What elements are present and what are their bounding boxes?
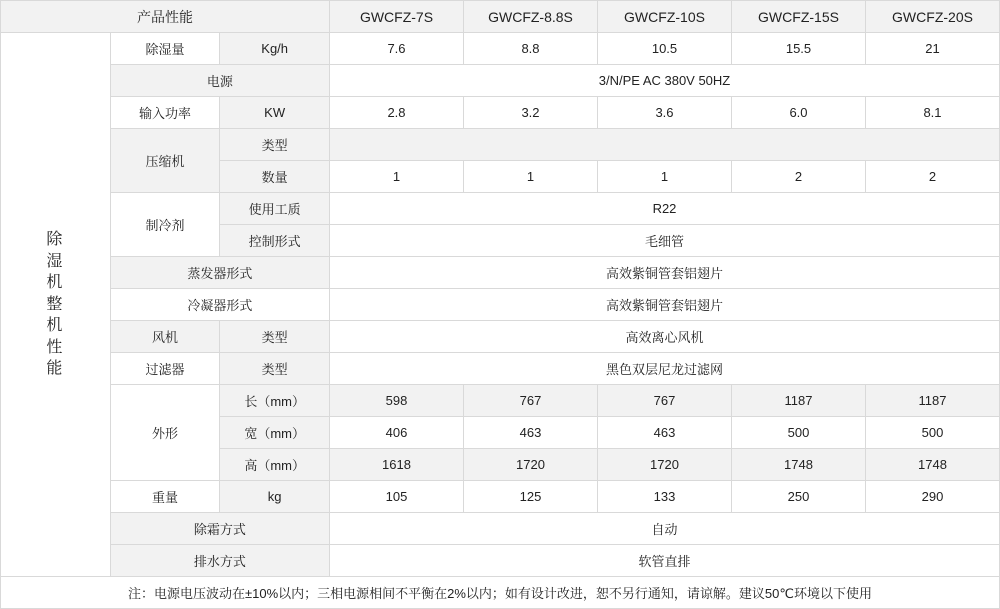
row-label-input-power: 输入功率 — [110, 97, 220, 129]
row-sublabel-height: 高（mm） — [220, 449, 330, 481]
row-label-evaporator: 蒸发器形式 — [110, 257, 329, 289]
cell-fan-value: 高效离心风机 — [330, 321, 1000, 353]
row-sublabel-fan-type: 类型 — [220, 321, 330, 353]
cell-height-4: 1748 — [732, 449, 866, 481]
header-model-1: GWCFZ-7S — [330, 1, 464, 33]
row-sublabel-refrigerant-control: 控制形式 — [220, 225, 330, 257]
cell-input-power-1: 2.8 — [330, 97, 464, 129]
row-unit-input-power: KW — [220, 97, 330, 129]
cell-evaporator-value: 高效紫铜管套铝翅片 — [330, 257, 1000, 289]
header-model-5: GWCFZ-20S — [866, 1, 1000, 33]
row-sublabel-refrigerant-medium: 使用工质 — [220, 193, 330, 225]
header-model-2: GWCFZ-8.8S — [464, 1, 598, 33]
cell-length-1: 598 — [330, 385, 464, 417]
table-row-input-power — [1, 97, 1000, 129]
row-sublabel-length: 长（mm） — [220, 385, 330, 417]
cell-compressor-qty-1: 1 — [330, 161, 464, 193]
cell-dehumidify-2: 8.8 — [464, 33, 598, 65]
row-label-compressor: 压缩机 — [110, 129, 220, 193]
row-label-dehumidify: 除湿量 — [110, 33, 220, 65]
cell-weight-4: 250 — [732, 481, 866, 513]
cell-drainage-value: 软管直排 — [330, 545, 1000, 577]
table-row-dimension-length — [1, 385, 1000, 417]
cell-dehumidify-1: 7.6 — [330, 33, 464, 65]
row-label-dimensions: 外形 — [110, 385, 220, 481]
row-label-filter: 过滤器 — [110, 353, 220, 385]
cell-dehumidify-5: 21 — [866, 33, 1000, 65]
side-label-text: 除湿机整机性能 — [46, 230, 65, 378]
table-header-row — [1, 1, 1000, 33]
cell-power-supply-value: 3/N/PE AC 380V 50HZ — [330, 65, 1000, 97]
cell-compressor-type-value — [330, 129, 1000, 161]
table-row-refrigerant-medium — [1, 193, 1000, 225]
cell-width-2: 463 — [464, 417, 598, 449]
note-text: 注：电源电压波动在±10%以内；三相电源相间不平衡在2%以内；如有设计改进，恕不另行通知，请谅解。建议50℃环境以下使用 — [1, 577, 1000, 609]
cell-refrigerant-control-value: 毛细管 — [330, 225, 1000, 257]
cell-weight-2: 125 — [464, 481, 598, 513]
row-label-condenser: 冷凝器形式 — [110, 289, 329, 321]
cell-width-4: 500 — [732, 417, 866, 449]
table-row-dehumidify — [1, 33, 1000, 65]
table-row-condenser — [1, 289, 1000, 321]
cell-input-power-3: 3.6 — [598, 97, 732, 129]
header-model-3: GWCFZ-10S — [598, 1, 732, 33]
cell-length-4: 1187 — [732, 385, 866, 417]
cell-input-power-4: 6.0 — [732, 97, 866, 129]
row-label-fan: 风机 — [110, 321, 220, 353]
table-row-fan — [1, 321, 1000, 353]
cell-compressor-qty-5: 2 — [866, 161, 1000, 193]
row-label-refrigerant: 制冷剂 — [110, 193, 220, 257]
cell-input-power-5: 8.1 — [866, 97, 1000, 129]
header-title: 产品性能 — [1, 1, 330, 33]
cell-compressor-qty-2: 1 — [464, 161, 598, 193]
table-row-drainage — [1, 545, 1000, 577]
row-label-weight: 重量 — [110, 481, 220, 513]
row-label-drainage: 排水方式 — [110, 545, 329, 577]
cell-length-2: 767 — [464, 385, 598, 417]
cell-weight-1: 105 — [330, 481, 464, 513]
cell-height-2: 1720 — [464, 449, 598, 481]
table-row-defrost — [1, 513, 1000, 545]
row-sublabel-width: 宽（mm） — [220, 417, 330, 449]
cell-length-3: 767 — [598, 385, 732, 417]
cell-refrigerant-medium-value: R22 — [330, 193, 1000, 225]
table-row-power-supply — [1, 65, 1000, 97]
cell-length-5: 1187 — [866, 385, 1000, 417]
row-sublabel-compressor-type: 类型 — [220, 129, 330, 161]
header-model-4: GWCFZ-15S — [732, 1, 866, 33]
side-label-machine-performance — [1, 33, 111, 577]
row-sublabel-compressor-qty: 数量 — [220, 161, 330, 193]
cell-width-1: 406 — [330, 417, 464, 449]
cell-height-5: 1748 — [866, 449, 1000, 481]
row-sublabel-filter-type: 类型 — [220, 353, 330, 385]
row-label-defrost: 除霜方式 — [110, 513, 329, 545]
cell-height-1: 1618 — [330, 449, 464, 481]
cell-width-3: 463 — [598, 417, 732, 449]
table-note-row — [1, 577, 1000, 609]
cell-condenser-value: 高效紫铜管套铝翅片 — [330, 289, 1000, 321]
cell-weight-5: 290 — [866, 481, 1000, 513]
cell-dehumidify-3: 10.5 — [598, 33, 732, 65]
cell-dehumidify-4: 15.5 — [732, 33, 866, 65]
table-row-compressor-type — [1, 129, 1000, 161]
cell-defrost-value: 自动 — [330, 513, 1000, 545]
cell-input-power-2: 3.2 — [464, 97, 598, 129]
cell-width-5: 500 — [866, 417, 1000, 449]
cell-compressor-qty-4: 2 — [732, 161, 866, 193]
cell-weight-3: 133 — [598, 481, 732, 513]
row-label-power-supply: 电源 — [110, 65, 329, 97]
cell-filter-value: 黑色双层尼龙过滤网 — [330, 353, 1000, 385]
table-row-weight — [1, 481, 1000, 513]
cell-compressor-qty-3: 1 — [598, 161, 732, 193]
row-unit-weight: kg — [220, 481, 330, 513]
table-row-filter — [1, 353, 1000, 385]
cell-height-3: 1720 — [598, 449, 732, 481]
row-unit-dehumidify: Kg/h — [220, 33, 330, 65]
table-row-evaporator — [1, 257, 1000, 289]
